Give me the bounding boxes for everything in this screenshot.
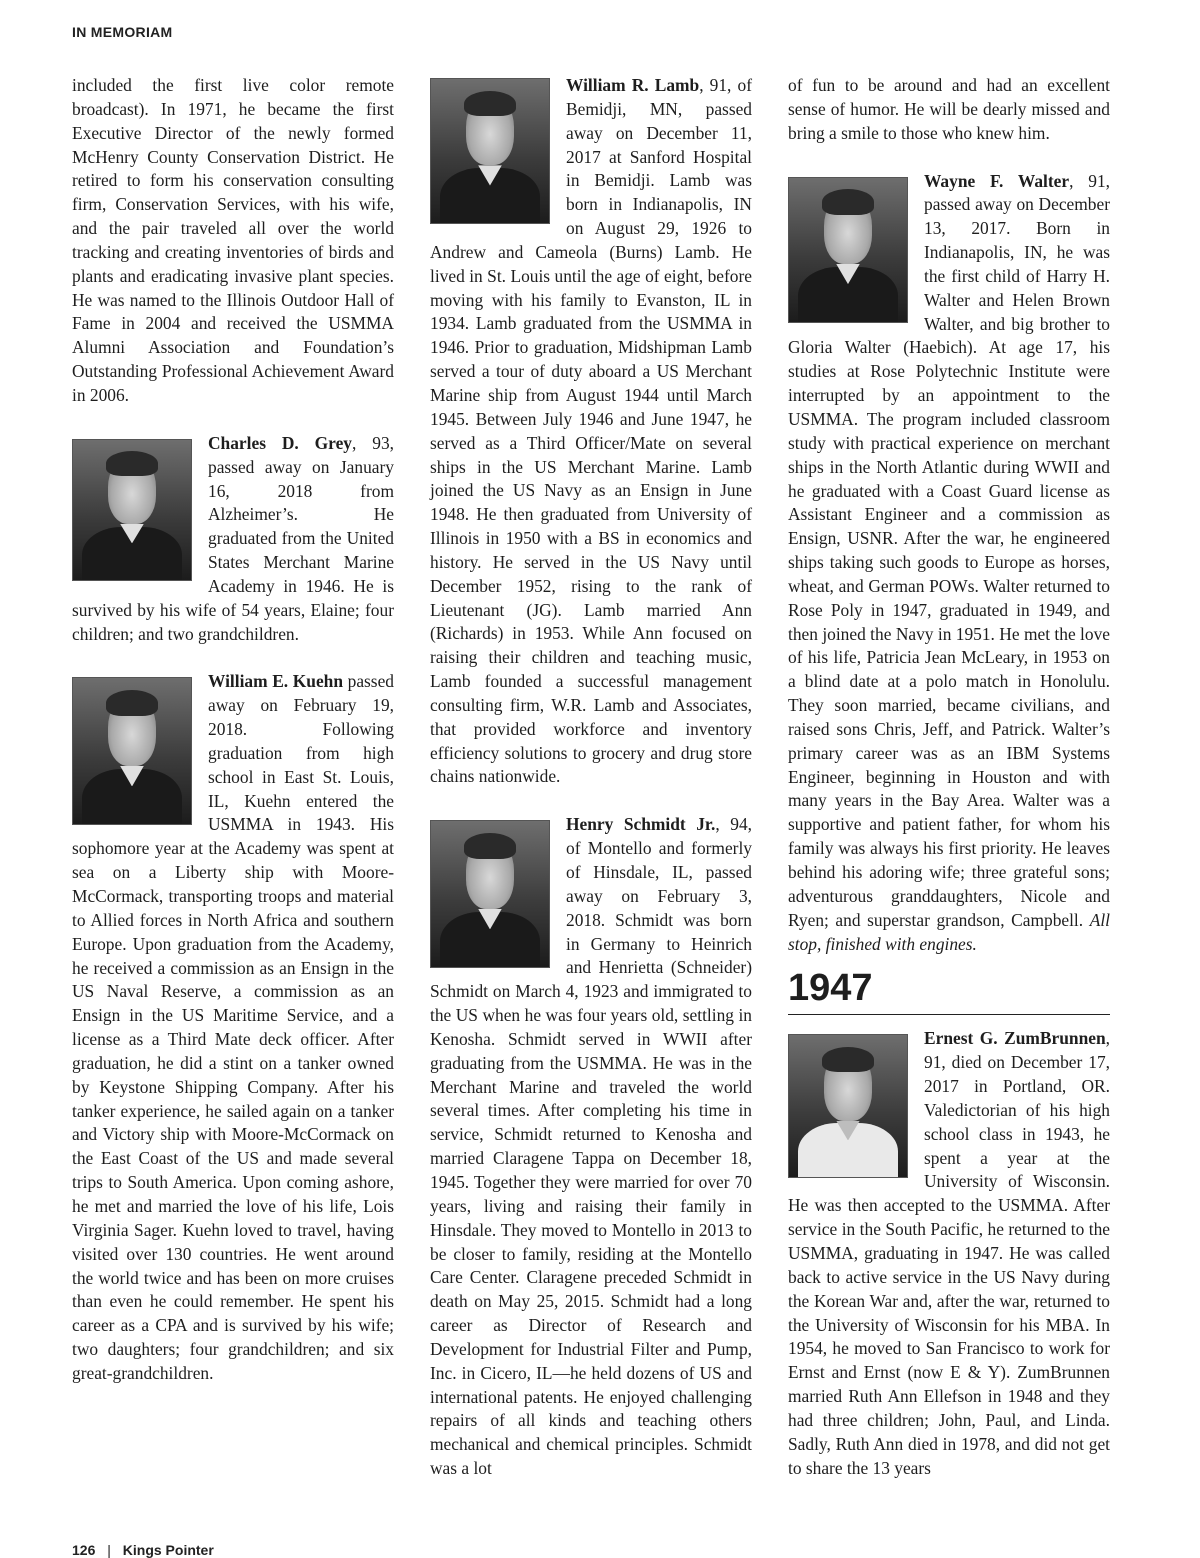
obituary-name: Charles D. Grey xyxy=(208,432,353,453)
portrait-photo-zumbrunnen xyxy=(788,1034,908,1178)
obituary-name: Henry Schmidt Jr. xyxy=(566,814,716,835)
page-footer xyxy=(72,1542,214,1558)
column-1 xyxy=(72,74,394,1386)
obituary-kuehn xyxy=(72,670,394,1385)
page-number: 126 xyxy=(72,1542,96,1558)
portrait-photo-grey xyxy=(72,439,192,581)
continuation-paragraph: included the first live color remote broadcast). In 1971, he became the first Executive Director of the newly formed McHenry County Conservation District. He retired to form his conservation consulting firm, Conservation Services, with his wife, and the pair traveled all over the world tracking and creating inventories of birds and plants and eradicating invasive plant species. He was named to the Illinois Outdoor Hall of Fame in 2004 and received the USMMA Alumni Association and Foundation’s Outstanding Professional Achievement Award in 2006. xyxy=(72,75,394,405)
column-3 xyxy=(788,74,1110,1480)
continuation-paragraph: of fun to be around and had an excellent sense of humor. He will be dearly missed and bring a smile to those who knew him. xyxy=(788,75,1110,143)
obituary-text: , 93, passed away on January 16, 2018 from Alzheimer’s. He graduated from the United States Merchant Marine Academy in 1946. He is survived by his wife of 54 years, Elaine; four children; and two grandchildren. xyxy=(72,432,394,644)
obituary-schmidt xyxy=(430,813,752,1481)
obituary-text: , 94, of Montello and formerly of Hinsdale, IL, passed away on February 3, 2018. Schmidt was born in Germany to Heinrich and Henrietta (Schneider) Schmidt on March 4, 1923 and immigrated to the US when he was four years old, settling in Kenosha. Schmidt served in WWII after graduating from the USMMA. He was in the Merchant Marine and traveled the world several times. After completing his time in service, Schmidt returned to Kenosha and married Claragene Tappa on December 18, 1945. Together they were married for over 70 years, living and raising their family in Hinsdale. They moved to Montello in 2013 to be closer to family, residing at the Montello Care Center. Claragene preceded Schmidt in death on May 25, 2015. Schmidt had a long career as Director of Research and Development for Industrial Filter and Pump, Inc. in Cicero, IL—he held dozens of US and international patents. He enjoyed challenging repairs of all kinds and teaching others mechanical and chemical principles. Schmidt was a lot xyxy=(430,814,752,1479)
obituary-walter xyxy=(788,170,1110,957)
obituary-zumbrunnen xyxy=(788,1027,1110,1480)
obituary-text: , 91, died on December 17, 2017 in Portland, OR. Valedictorian of his high school class in 1943, he spent a year at the University of Wisconsin. He was then accepted to the USMMA. After service in the South Pacific, he returned to the USMMA, graduating in 1947. He was called back to active service in the US Navy during the Korean War and, after the war, returned to the University of Wisconsin for his MBA. In 1954, he moved to San Francisco to work for Ernst and Ernst (now E & Y). ZumBrunnen married Ruth Ann Ellefson in 1948 and they had three children; John, Paul, and Linda. Sadly, Ruth Ann died in 1978, and did not get to share the 13 years xyxy=(788,1028,1110,1478)
column-2 xyxy=(430,74,752,1481)
obituary-text: , 91, passed away on December 13, 2017. Born in Indianapolis, IN, he was the first child of Harry H. Walter and Helen Brown Walter, and big brother to Gloria Walter (Haebich). At age 17, his studies at Rose Polytechnic Institute were interrupted by an appointment to the USMMA. The program included classroom study with practical experience on merchant ships in the North Atlantic during WWII and he graduated with a Coast Guard license as Assistant Engineer and a commission as Ensign, USNR. After the war, he engineered ships taking such goods to Europe as horses, wheat, and German POWs. Walter returned to Rose Poly in 1947, graduated in 1949, and then joined the Navy in 1951. He met the love of his life, Patricia Jean McLeary, in 1953 on a blind date at a polo match in Honolulu. They soon married, became civilians, and raised sons Chris, Jeff, and Patrick. Walter’s primary career was as an IBM Systems Engineer, beginning in Houston and with many years in the Bay Area. Walter was a supportive and patient father, for whom his family was always his first priority. He leaves behind his adoring wife; three grateful sons; adventurous granddaughters, Nicole and Ryen; and superstar grandson, Campbell. xyxy=(788,170,1110,930)
portrait-photo-walter xyxy=(788,177,908,323)
obituary-name: William E. Kuehn xyxy=(208,671,344,692)
section-label: IN MEMORIAM xyxy=(72,24,173,40)
year-heading: 1947 xyxy=(788,966,1110,1015)
portrait-photo-schmidt xyxy=(430,820,550,968)
footer-separator: | xyxy=(107,1542,111,1558)
obituary-closing: All stop, finished with engines. xyxy=(788,909,1110,954)
obituary-lamb xyxy=(430,74,752,789)
portrait-photo-lamb xyxy=(430,78,550,224)
obituary-name: William R. Lamb xyxy=(566,75,700,95)
obituary-text: , 91, of Bemidji, MN, passed away on December 11, 2017 at Sanford Hospital in Bemidji. Lamb was born in Indianapolis, IN on August 29, 1926 to Andrew and Cameola (Burns) Lamb. He lived in St. Louis until the age of eight, before moving with his family to Evanston, IL in 1934. Lamb graduated from the USMMA in 1946. Prior to graduation, Midshipman Lamb served a tour of duty aboard a US Merchant Marine ship from August 1944 until March 1945. Between July 1946 and June 1947, he served as a Third Officer/Mate on several ships in the US Merchant Marine. Lamb joined the US Navy as an Ensign in June 1948. He then graduated from University of Illinois in 1950 with a BS in economics and history. He served in the US Navy until December 1952, rising to the rank of Lieutenant (JG). Lamb married Ann (Richards) in 1953. While Ann focused on raising their children and teaching music, Lamb founded a successful management consulting firm, W.R. Lamb and Associates, that provided workforce and inventory efficiency solutions to grocery and drug store chains nationwide. xyxy=(430,75,752,787)
obituary-name: Ernest G. ZumBrunnen xyxy=(924,1028,1106,1049)
obituary-text: passed away on February 19, 2018. Following graduation from high school in East St. Louis, IL, Kuehn entered the USMMA in 1943. His sophomore year at the Academy was spent at sea on a Liberty ship with Moore-McCormack, transporting troops and material to Allied forces in North Africa and southern Europe. Upon graduation from the Academy, he received a commission as an Ensign in the US Naval Reserve, a commission as an Ensign in the US Maritime Service, and a license as a Third Mate deck officer. After graduation, he did a stint on a tanker owned by Keystone Shipping Company. After his tanker experience, he sailed again on a tanker and Victory ship with Moore-McCormack on the East Coast of the US and made several trips to South America. Upon coming ashore, he met and married the love of his life, Lois Virginia Sager. Kuehn loved to travel, having visited over 130 countries. He went around the world twice and has been on more cruises than even he could remember. He spent his career as a CPA and is survived by his wife; two daughters; four grandchildren; and six great-grandchildren. xyxy=(72,671,394,1383)
obituary-name: Wayne F. Walter xyxy=(924,170,1070,191)
publication-name: Kings Pointer xyxy=(122,1542,214,1558)
obituary-grey xyxy=(72,432,394,647)
portrait-photo-kuehn xyxy=(72,677,192,825)
